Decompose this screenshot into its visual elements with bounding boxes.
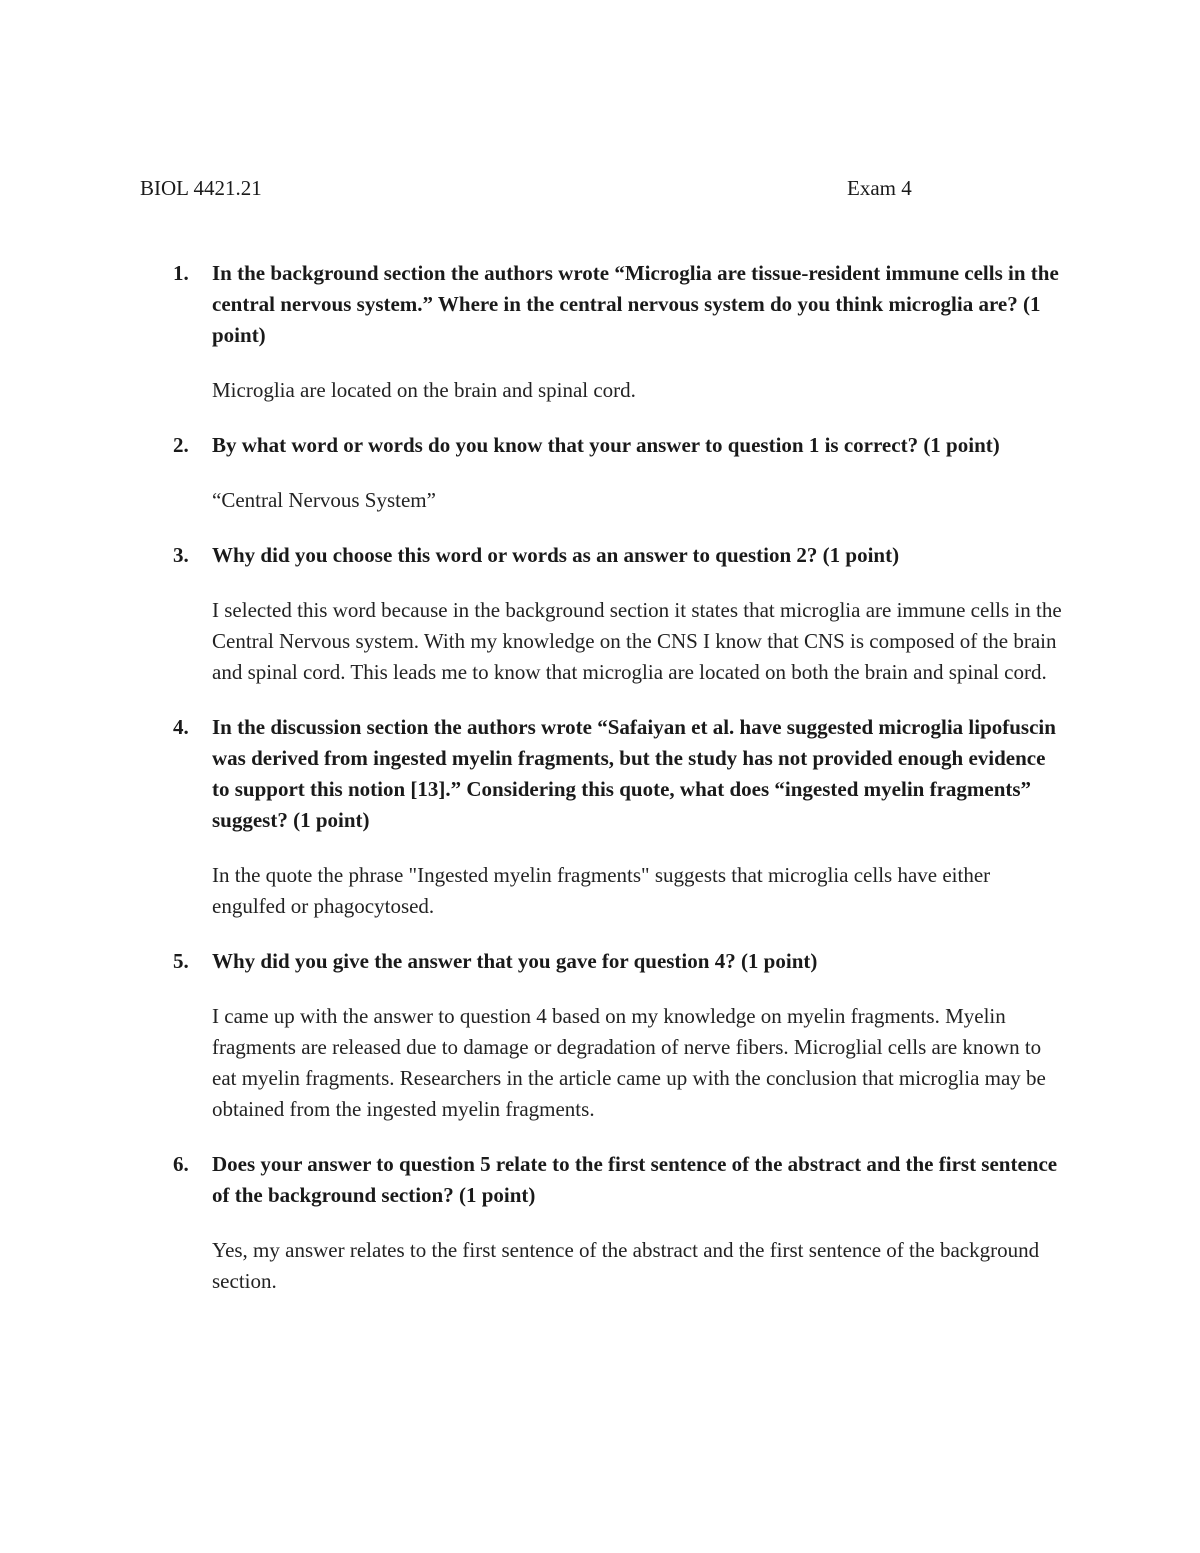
question-text: In the background section the authors wrote “Microglia are tissue-resident immune cells in the central nervous system.” Where in the central nervous system do you think microglia are? (1 point): [212, 261, 1059, 347]
question-number: 4.: [173, 715, 189, 739]
question-item-1: [140, 258, 1065, 406]
question-item-6: [140, 1149, 1065, 1297]
question-item-4: [140, 712, 1065, 922]
question-list: [140, 258, 1065, 1321]
question-item-2: [140, 430, 1065, 516]
answer-text: Yes, my answer relates to the first sentence of the abstract and the first sentence of the background section.: [212, 1238, 1040, 1293]
question-text: Does your answer to question 5 relate to the first sentence of the abstract and the first sentence of the background section? (1 point): [212, 1152, 1058, 1207]
exam-title: Exam 4: [847, 176, 912, 200]
answer-text: In the quote the phrase "Ingested myelin fragments" suggests that microglia cells have either engulfed or phagocytosed.: [212, 863, 991, 918]
answer-text: “Central Nervous System”: [212, 488, 436, 512]
course-code: BIOL 4421.21: [140, 176, 262, 200]
question-number: 5.: [173, 949, 189, 973]
question-item-5: [140, 946, 1065, 1125]
question-text: Why did you give the answer that you gave for question 4? (1 point): [212, 949, 818, 973]
question-number: 3.: [173, 543, 189, 567]
question-number: 1.: [173, 261, 189, 285]
answer-text: I came up with the answer to question 4 based on my knowledge on myelin fragments. Myelin fragments are released due to damage or degradation of nerve fibers. Microglial cells are known to eat myelin fragments. Researchers in the article came up with the conclusion that microglia may be obtained from the ingested myelin fragments.: [212, 1004, 1046, 1121]
question-number: 6.: [173, 1152, 189, 1176]
question-text: By what word or words do you know that your answer to question 1 is correct? (1 point): [212, 433, 1000, 457]
question-text: Why did you choose this word or words as an answer to question 2? (1 point): [212, 543, 900, 567]
question-number: 2.: [173, 433, 189, 457]
question-item-3: [140, 540, 1065, 688]
question-text: In the discussion section the authors wrote “Safaiyan et al. have suggested microglia lipofuscin was derived from ingested myelin fragments, but the study has not provided enough evidence to support this notion [13].” Considering this quote, what does “ingested myelin fragments” suggest? (1 point): [212, 715, 1056, 832]
answer-text: Microglia are located on the brain and spinal cord.: [212, 378, 636, 402]
answer-text: I selected this word because in the background section it states that microglia are immune cells in the Central Nervous system. With my knowledge on the CNS I know that CNS is composed of the brain and spinal cord. This leads me to know that microglia are located on both the brain and spinal cord.: [212, 598, 1062, 684]
